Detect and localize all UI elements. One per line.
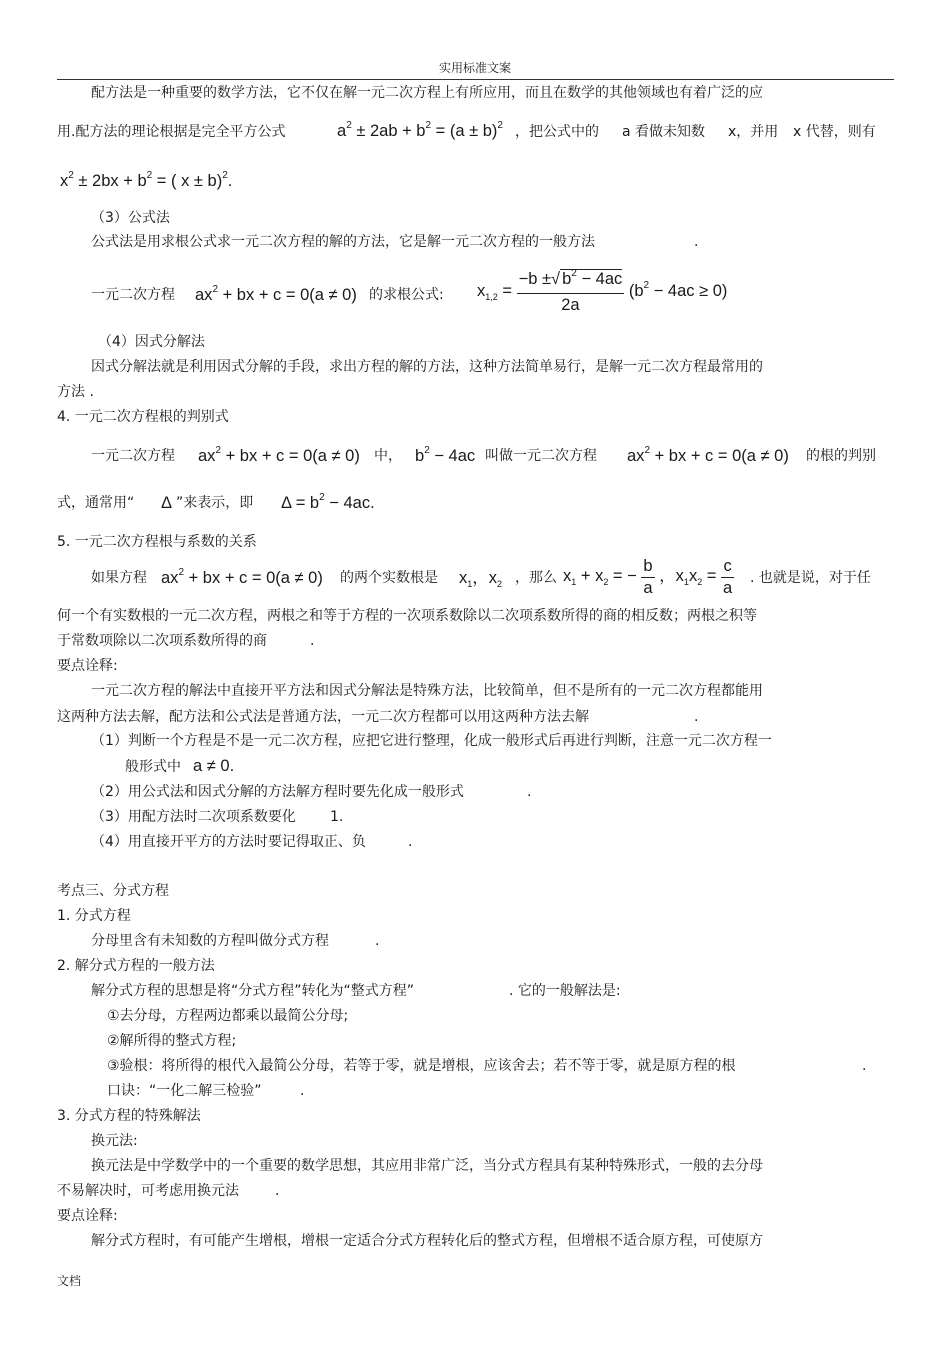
formula-general-quadratic: $ax^2$ + bx + c = 0(a ≠ 0) [195,284,357,304]
formula-discriminant: $b^2 - 4ac$ [415,445,476,465]
kp1-item1a: （1）判断一个方程是不是一元二次方程，应把它进行整理，化成一般形式后再进行判断，注意一元二次方程一 [91,733,772,749]
h5-period: . [310,633,315,649]
s3-line2a: 一元二次方程 [91,287,175,303]
k3-mnemonic-period: . [300,1083,305,1099]
formula-quadratic-roots: $x_{1,2}$ = $\frac{-b \pm√ b^2 - 4ac}{2a}$ $(b^2 - 4ac \ge 0)$ [477,268,728,314]
h4-line1d: 的根的判别 [806,448,876,464]
formula-general-quadratic-4: $ax^2$ + bx + c = 0(a ≠ 0) [161,567,323,587]
kp1-item4-period: . [408,834,413,850]
s4-line1: 因式分解法就是利用因式分解的手段，求出方程的解的方法，这种方法简单易行，是解一元二次方程最常用的 [91,359,763,375]
formula-general-quadratic-3: $ax^2$ + bx + c = 0(a ≠ 0) [627,445,789,465]
h5-line1d: . 也就是说，对于任 [750,570,871,586]
k3-h3-line2: 不易解决时，可考虑用换元法 [57,1183,239,1199]
s3-line1: 公式法是用求根公式求一元二次方程的解的方法，它是解一元二次方程的一般方法 [91,234,595,250]
s4-line2: 方法 . [57,384,94,400]
h5-line1b: 的两个实数根是 [340,570,438,586]
k3-heading-2: 2. 解分式方程的一般方法 [57,958,215,974]
kp1-item1b: 般形式中 [125,759,181,775]
keypoints-title-2: 要点诠释: [57,1208,118,1224]
formula-roots: $x_1$，$x_2$ [459,569,503,589]
p1-line2c: a 看做未知数 [622,124,706,140]
kp1-item2: （2）用公式法和因式分解的方法解方程时要先化成一般形式 [91,784,464,800]
p1-line2e: x 代替，则有 [793,124,876,140]
kp1-item4: （4）用直接开平方的方法时要记得取正、负 [91,834,366,850]
formula-delta: $\Delta = b^2 - 4ac$. [281,492,375,512]
h4-line1b: 中， [374,448,402,464]
keypoints-title-1: 要点诠释: [57,658,118,674]
h4-line1a: 一元二次方程 [91,448,175,464]
s3-period: . [694,234,699,250]
k3-step3: ③验根：将所得的根代入最简公分母，若等于零，就是增根，应该舍去；若不等于零，就是原方程的根 [107,1058,736,1074]
kp1-item3: （3）用配方法时二次项系数要化 [91,809,296,825]
delta-symbol: Δ [161,494,173,512]
k3-step3-period: . [862,1058,867,1074]
k3-step1: ①去分母，方程两边都乘以最简公分母; [107,1008,349,1024]
math-a: a [337,122,347,140]
k3-h1-period: . [375,933,380,949]
page-header: 实用标准文案 [438,61,511,75]
h5-line1a: 如果方程 [91,570,147,586]
kp1-line1: 一元二次方程的解法中直接开平方法和因式分解法是特殊方法，比较简单，但不是所有的一元二次方程都能用 [91,683,763,699]
s3-title: （3）公式法 [91,210,170,226]
k3-h3-period: . [275,1183,280,1199]
k3-heading-1: 1. 分式方程 [57,908,131,924]
s4-title: （4）因式分解法 [98,334,205,350]
p1-line2d: x，并用 [728,124,779,140]
h5-line3: 于常数项除以二次项系数所得的商 [57,633,267,649]
kp2-line1: 解分式方程时，有可能产生增根，增根一定适合分式方程转化后的整式方程，但增根不适合原方程，可使原方 [91,1233,763,1249]
k3-h1-line1: 分母里含有未知数的方程叫做分式方程 [91,933,329,949]
formula-general-quadratic-2: $ax^2$ + bx + c = 0(a ≠ 0) [198,445,360,465]
k3-h2-line1: 解分式方程的思想是将“分式方程”转化为“整式方程” [91,983,415,999]
p1-line1: 配方法是一种重要的数学方法，它不仅在解一元二次方程上有所应用，而且在数学的其他领域也有着广泛的应 [91,85,763,101]
k3-h2-line1b: . 它的一般解法是: [509,983,621,999]
formula-perfect-square: $a^2 \pm 2ab + b^2 = (a \pm b)^2$ [337,120,503,140]
k3-heading-3: 3. 分式方程的特殊解法 [57,1108,201,1124]
kp1-item2-period: . [527,784,532,800]
h5-line2: 何一个有实数根的一元二次方程，两根之和等于方程的一次项系数除以二次项系数所得的商的相反数；两根之积等 [57,608,757,624]
k3-h3-sub: 换元法: [91,1133,138,1149]
p1-line2b: ，把公式中的 [515,124,599,140]
h4-line1c: 叫做一元二次方程 [485,448,597,464]
k3-step2: ②解所得的整式方程; [107,1033,237,1049]
formula-a-neq-0: a ≠ 0. [193,757,235,775]
h5-line1c: ，那么 [515,570,557,586]
section-title-3: 考点三、分式方程 [57,883,169,899]
heading-5: 5. 一元二次方程根与系数的关系 [57,534,257,550]
kp1-line2: 这两种方法去解，配方法和公式法是普通方法，一元二次方程都可以用这两种方法去解 [57,709,589,725]
k3-mnemonic: 口诀：“一化二解三检验” [107,1083,262,1099]
header-rule [57,79,894,80]
quadratic-fraction: $\frac{-b \pm√ b^2 - 4ac}{2a}$ [518,268,623,314]
heading-4: 4. 一元二次方程根的判别式 [57,409,229,425]
formula-x-square: $x^2 \pm 2bx + b^2$ = ( x ± b)$^2$. [60,170,233,190]
s3-line2b: 的求根公式: [369,287,444,303]
kp1-period: . [694,709,699,725]
k3-h3-line1: 换元法是中学数学中的一个重要的数学思想，其应用非常广泛，当分式方程具有某种特殊形式，一般的去分母 [91,1158,763,1174]
h4-line2a: 式，通常用“ [57,495,135,511]
h4-line2b: ”来表示，即 [176,495,254,511]
formula-vieta: $x_1 + x_2$ = − $\frac{b}{a}$ ，$x_1x_2$ = $\frac{c}{a}$ [563,557,733,597]
p1-line2a: 用.配方法的理论根据是完全平方公式 [57,124,286,140]
page-footer: 文档 [57,1274,82,1288]
kp1-item3-value: 1. [330,809,344,825]
